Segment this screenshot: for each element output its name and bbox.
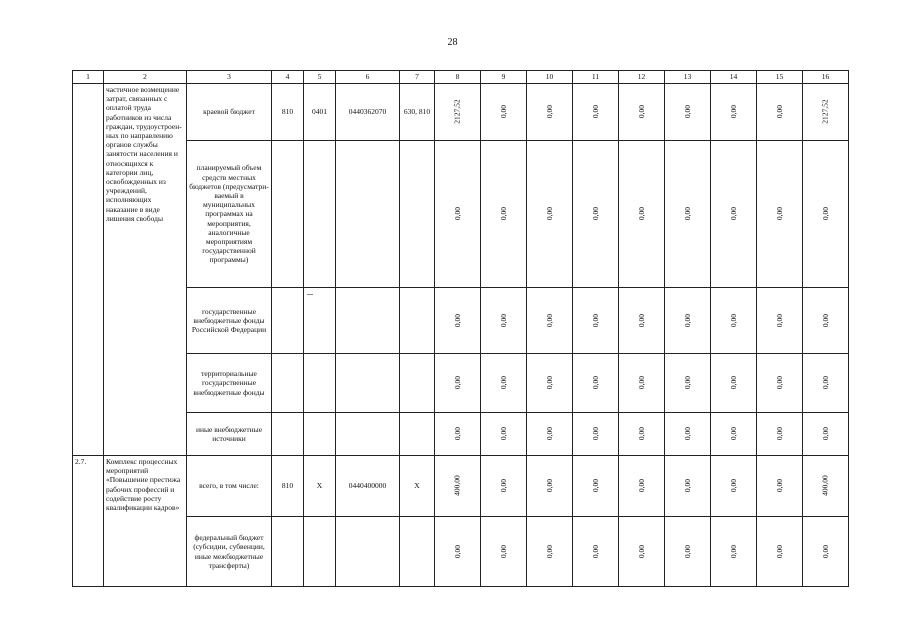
table-row <box>73 288 849 354</box>
value-text: 0,00 <box>498 427 508 441</box>
value-text: 0,00 <box>544 479 554 493</box>
value-cell <box>665 517 711 587</box>
value-text: 0,00 <box>544 313 554 328</box>
value-text: 0,00 <box>452 313 462 328</box>
value-cell <box>435 141 481 288</box>
value-text: 0,00 <box>820 376 830 390</box>
header-cell-4: 4 <box>272 71 304 84</box>
value-cell <box>803 354 849 413</box>
value-text: 0,00 <box>590 544 600 559</box>
value-text: 0,00 <box>728 479 738 493</box>
value-cell <box>481 141 527 288</box>
value-cell <box>619 456 665 517</box>
value-text: 2127,52 <box>820 99 830 125</box>
value-text: 0,00 <box>774 105 784 119</box>
value-text: 0,00 <box>682 479 692 493</box>
header-cell-1: 1 <box>73 71 104 84</box>
value-cell <box>573 288 619 354</box>
code-cell-c5 <box>304 413 336 456</box>
value-cell <box>619 288 665 354</box>
code-cell-c6: 0440400000 <box>336 456 400 517</box>
value-text: 0,00 <box>682 376 692 390</box>
value-cell <box>619 354 665 413</box>
value-text: 0,00 <box>682 313 692 328</box>
funding-source: планируемый объем средств местных бюджетов (предусматри-ваемый в муниципальных программах на мероприятия, аналогичные мероприятиям государственной программы) <box>187 141 272 288</box>
value-cell <box>757 517 803 587</box>
value-cell <box>711 456 757 517</box>
value-text: 0,00 <box>590 207 600 221</box>
value-cell <box>803 413 849 456</box>
table-row <box>73 354 849 413</box>
value-cell <box>757 456 803 517</box>
funding-source: федеральный бюджет (субсидии, субвенции, иные межбюджетные трансферты) <box>187 517 272 587</box>
code-cell-c4 <box>272 413 304 456</box>
value-cell <box>481 288 527 354</box>
value-cell <box>619 141 665 288</box>
value-text: 0,00 <box>636 105 646 119</box>
value-text: 0,00 <box>636 427 646 441</box>
value-text: 400,00 <box>820 475 830 497</box>
code-cell-c5 <box>304 141 336 288</box>
value-text: 0,00 <box>498 313 508 328</box>
funding-source: территориальные государственные внебюджетные фонды <box>187 354 272 413</box>
table-row <box>73 141 849 288</box>
value-cell <box>665 84 711 141</box>
value-cell <box>527 141 573 288</box>
value-cell <box>757 413 803 456</box>
code-cell-c7 <box>400 288 435 354</box>
value-text: 0,00 <box>728 427 738 441</box>
value-cell <box>527 517 573 587</box>
value-cell <box>573 456 619 517</box>
value-cell <box>527 413 573 456</box>
code-cell-c4 <box>272 141 304 288</box>
code-cell-c6 <box>336 288 400 354</box>
code-cell-c7 <box>400 141 435 288</box>
header-row <box>73 71 849 84</box>
value-cell <box>757 354 803 413</box>
value-cell <box>711 354 757 413</box>
page-number: 28 <box>447 37 458 48</box>
value-text: 0,00 <box>774 376 784 390</box>
value-text: 0,00 <box>544 376 554 390</box>
value-text: 0,00 <box>636 544 646 559</box>
value-cell <box>665 456 711 517</box>
value-cell <box>573 84 619 141</box>
value-cell <box>573 354 619 413</box>
code-cell-c6 <box>336 354 400 413</box>
value-cell <box>435 413 481 456</box>
code-cell-c6: 0440362070 <box>336 84 400 141</box>
value-cell <box>573 141 619 288</box>
value-cell <box>619 517 665 587</box>
value-cell <box>711 517 757 587</box>
code-cell-c5: X <box>304 456 336 517</box>
funding-source: государственные внебюджетные фонды Российской Федерации <box>187 288 272 354</box>
value-cell <box>803 456 849 517</box>
value-cell <box>481 517 527 587</box>
value-cell <box>711 413 757 456</box>
value-text: 0,00 <box>820 544 830 559</box>
header-cell-9: 9 <box>481 71 527 84</box>
value-text: 0,00 <box>728 207 738 221</box>
value-cell <box>527 288 573 354</box>
value-cell <box>435 517 481 587</box>
value-text: 0,00 <box>682 105 692 119</box>
code-cell-c4 <box>272 288 304 354</box>
value-text: 0,00 <box>774 313 784 328</box>
budget-table <box>72 70 849 587</box>
value-text: 0,00 <box>452 376 462 390</box>
code-cell-c5 <box>304 517 336 587</box>
code-cell-c5 <box>304 288 336 354</box>
value-cell <box>481 354 527 413</box>
value-text: 0,00 <box>728 105 738 119</box>
code-cell-c7 <box>400 354 435 413</box>
code-cell-c4: 810 <box>272 84 304 141</box>
value-text: 0,00 <box>544 427 554 441</box>
value-text: 0,00 <box>682 544 692 559</box>
funding-source: всего, в том числе: <box>187 456 272 517</box>
value-cell <box>757 288 803 354</box>
value-text: 0,00 <box>682 427 692 441</box>
value-cell <box>665 354 711 413</box>
value-text: 0,00 <box>774 427 784 441</box>
value-cell <box>803 517 849 587</box>
value-cell <box>619 413 665 456</box>
code-cell-c7: X <box>400 456 435 517</box>
value-text: 400,00 <box>452 475 462 497</box>
header-cell-14: 14 <box>711 71 757 84</box>
value-cell <box>803 288 849 354</box>
value-cell <box>435 288 481 354</box>
table-row <box>73 84 849 141</box>
value-text: 0,00 <box>590 313 600 328</box>
row-number <box>73 84 104 456</box>
activity-name: Комплекс процессных мероприятий «Повышение престижа рабочих профессий и содействие росту квалификации кадров» <box>104 456 187 587</box>
value-cell <box>711 288 757 354</box>
header-cell-12: 12 <box>619 71 665 84</box>
code-cell-c7 <box>400 413 435 456</box>
value-text: 0,00 <box>590 479 600 493</box>
funding-source: краевой бюджет <box>187 84 272 141</box>
value-cell <box>481 456 527 517</box>
value-text: 0,00 <box>590 427 600 441</box>
code-cell-c5 <box>304 354 336 413</box>
code-cell-c6 <box>336 141 400 288</box>
value-cell <box>803 141 849 288</box>
row-number: 2.7. <box>73 456 104 587</box>
value-text: 0,00 <box>498 479 508 493</box>
header-cell-5: 5 <box>304 71 336 84</box>
value-text: 0,00 <box>774 207 784 221</box>
funding-source: иные внебюджетные источники <box>187 413 272 456</box>
value-cell <box>665 141 711 288</box>
scan-mark <box>307 294 313 295</box>
code-cell-c7: 630, 810 <box>400 84 435 141</box>
value-text: 0,00 <box>498 544 508 559</box>
value-text: 0,00 <box>636 207 646 221</box>
value-cell <box>527 456 573 517</box>
table-body <box>73 71 849 587</box>
value-cell <box>481 84 527 141</box>
value-cell <box>757 84 803 141</box>
code-cell-c5: 0401 <box>304 84 336 141</box>
value-cell <box>527 84 573 141</box>
code-cell-c4 <box>272 517 304 587</box>
value-text: 0,00 <box>636 376 646 390</box>
value-text: 0,00 <box>774 479 784 493</box>
value-text: 2127,52 <box>452 99 462 125</box>
value-text: 0,00 <box>498 376 508 390</box>
value-text: 0,00 <box>774 544 784 559</box>
header-cell-15: 15 <box>757 71 803 84</box>
value-cell <box>527 354 573 413</box>
table-row <box>73 517 849 587</box>
value-text: 0,00 <box>590 105 600 119</box>
value-cell <box>435 354 481 413</box>
value-text: 0,00 <box>544 105 554 119</box>
value-text: 0,00 <box>728 313 738 328</box>
value-text: 0,00 <box>498 207 508 221</box>
activity-name: частичное возмещение затрат, связанных с оплатой труда работников из числа граждан, трудоустроен-ных по направлению органов службы занятости населения и относящихся к категории лиц, освобожденных из учреждений, исполняющих наказание в виде лишения свободы <box>104 84 187 456</box>
value-text: 0,00 <box>728 544 738 559</box>
value-text: 0,00 <box>636 479 646 493</box>
value-text: 0,00 <box>544 544 554 559</box>
header-cell-7: 7 <box>400 71 435 84</box>
value-text: 0,00 <box>452 544 462 559</box>
header-cell-6: 6 <box>336 71 400 84</box>
value-text: 0,00 <box>820 207 830 221</box>
value-text: 0,00 <box>590 376 600 390</box>
header-cell-8: 8 <box>435 71 481 84</box>
value-text: 0,00 <box>636 313 646 328</box>
value-cell <box>573 517 619 587</box>
table-row <box>73 456 849 517</box>
value-cell <box>573 413 619 456</box>
value-cell <box>711 141 757 288</box>
value-text: 0,00 <box>452 207 462 221</box>
code-cell-c4: 810 <box>272 456 304 517</box>
header-cell-16: 16 <box>803 71 849 84</box>
value-cell <box>435 456 481 517</box>
value-text: 0,00 <box>682 207 692 221</box>
value-text: 0,00 <box>498 105 508 119</box>
value-text: 0,00 <box>452 427 462 441</box>
value-text: 0,00 <box>820 313 830 328</box>
header-cell-13: 13 <box>665 71 711 84</box>
code-cell-c4 <box>272 354 304 413</box>
header-cell-11: 11 <box>573 71 619 84</box>
value-cell <box>803 84 849 141</box>
value-text: 0,00 <box>820 427 830 441</box>
value-cell <box>665 288 711 354</box>
value-cell <box>711 84 757 141</box>
header-cell-2: 2 <box>104 71 187 84</box>
value-text: 0,00 <box>728 376 738 390</box>
table-row <box>73 413 849 456</box>
value-cell <box>757 141 803 288</box>
value-cell <box>665 413 711 456</box>
code-cell-c6 <box>336 517 400 587</box>
header-cell-3: 3 <box>187 71 272 84</box>
value-cell <box>619 84 665 141</box>
value-cell <box>481 413 527 456</box>
value-text: 0,00 <box>544 207 554 221</box>
code-cell-c7 <box>400 517 435 587</box>
value-cell <box>435 84 481 141</box>
code-cell-c6 <box>336 413 400 456</box>
header-cell-10: 10 <box>527 71 573 84</box>
